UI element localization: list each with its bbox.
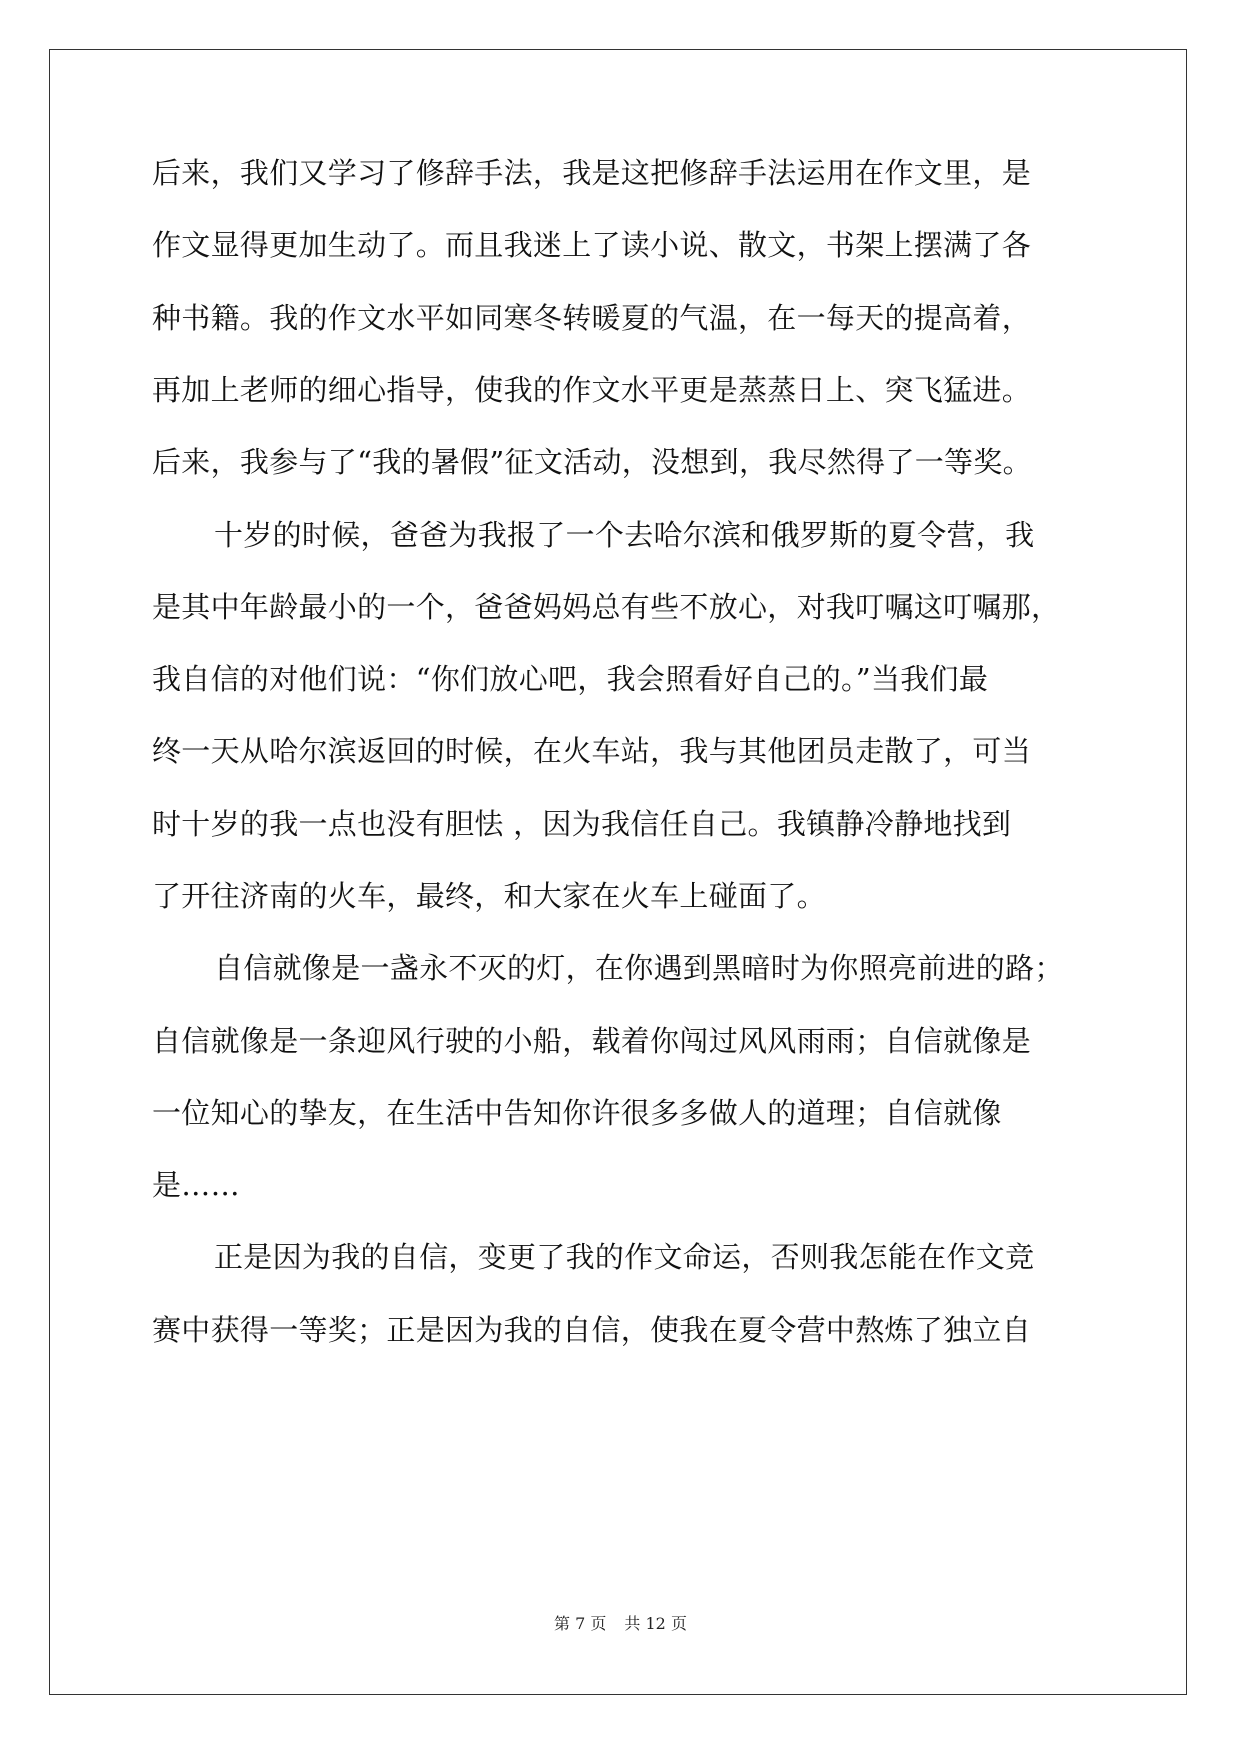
page-total: 共 12 页	[624, 1614, 687, 1633]
text-line: 一位知心的挚友，在生活中告知你许很多多做人的道理；自信就像	[152, 1096, 1002, 1130]
text-line: 是其中年龄最小的一个，爸爸妈妈总有些不放心，对我叮嘱这叮嘱那，	[152, 590, 1061, 624]
paragraph-start-line: 十岁的时候，爸爸为我报了一个去哈尔滨和俄罗斯的夏令营，我	[214, 518, 1035, 552]
text-line: 后来，我们又学习了修辞手法，我是这把修辞手法运用在作文里，是	[152, 156, 1032, 190]
text-line: 赛中获得一等奖；正是因为我的自信，使我在夏令营中熬炼了独立自	[152, 1313, 1032, 1347]
page-footer	[0, 1614, 1241, 1634]
text-line: 时十岁的我一点也没有胆怯 ，因为我信任自己。我镇静冷静地找到	[152, 807, 1012, 841]
text-line: 再加上老师的细心指导，使我的作文水平更是蒸蒸日上、突飞猛进。	[152, 373, 1032, 407]
text-line: 我自信的对他们说：“你们放心吧，我会照看好自己的。”当我们最	[152, 662, 989, 696]
text-line: 种书籍。我的作文水平如同寒冬转暖夏的气温，在一每天的提高着，	[152, 301, 1032, 335]
page-border	[49, 49, 1187, 1695]
text-line: 终一天从哈尔滨返回的时候，在火车站，我与其他团员走散了，可当	[152, 734, 1032, 768]
page-number: 第 7 页	[554, 1614, 607, 1633]
text-line: 自信就像是一条迎风行驶的小船，载着你闯过风风雨雨；自信就像是	[152, 1024, 1032, 1058]
text-line: 是……	[152, 1168, 240, 1202]
text-line: 作文显得更加生动了。而且我迷上了读小说、散文，书架上摆满了各	[152, 228, 1032, 262]
paragraph-start-line: 正是因为我的自信，变更了我的作文命运，否则我怎能在作文竞	[214, 1240, 1035, 1274]
text-line: 了开往济南的火车，最终，和大家在火车上碰面了。	[152, 879, 826, 913]
paragraph-start-line: 自信就像是一盏永不灭的灯，在你遇到黑暗时为你照亮前进的路；	[214, 951, 1064, 985]
text-line: 后来，我参与了“我的暑假”征文活动，没想到，我尽然得了一等奖。	[152, 445, 1032, 479]
